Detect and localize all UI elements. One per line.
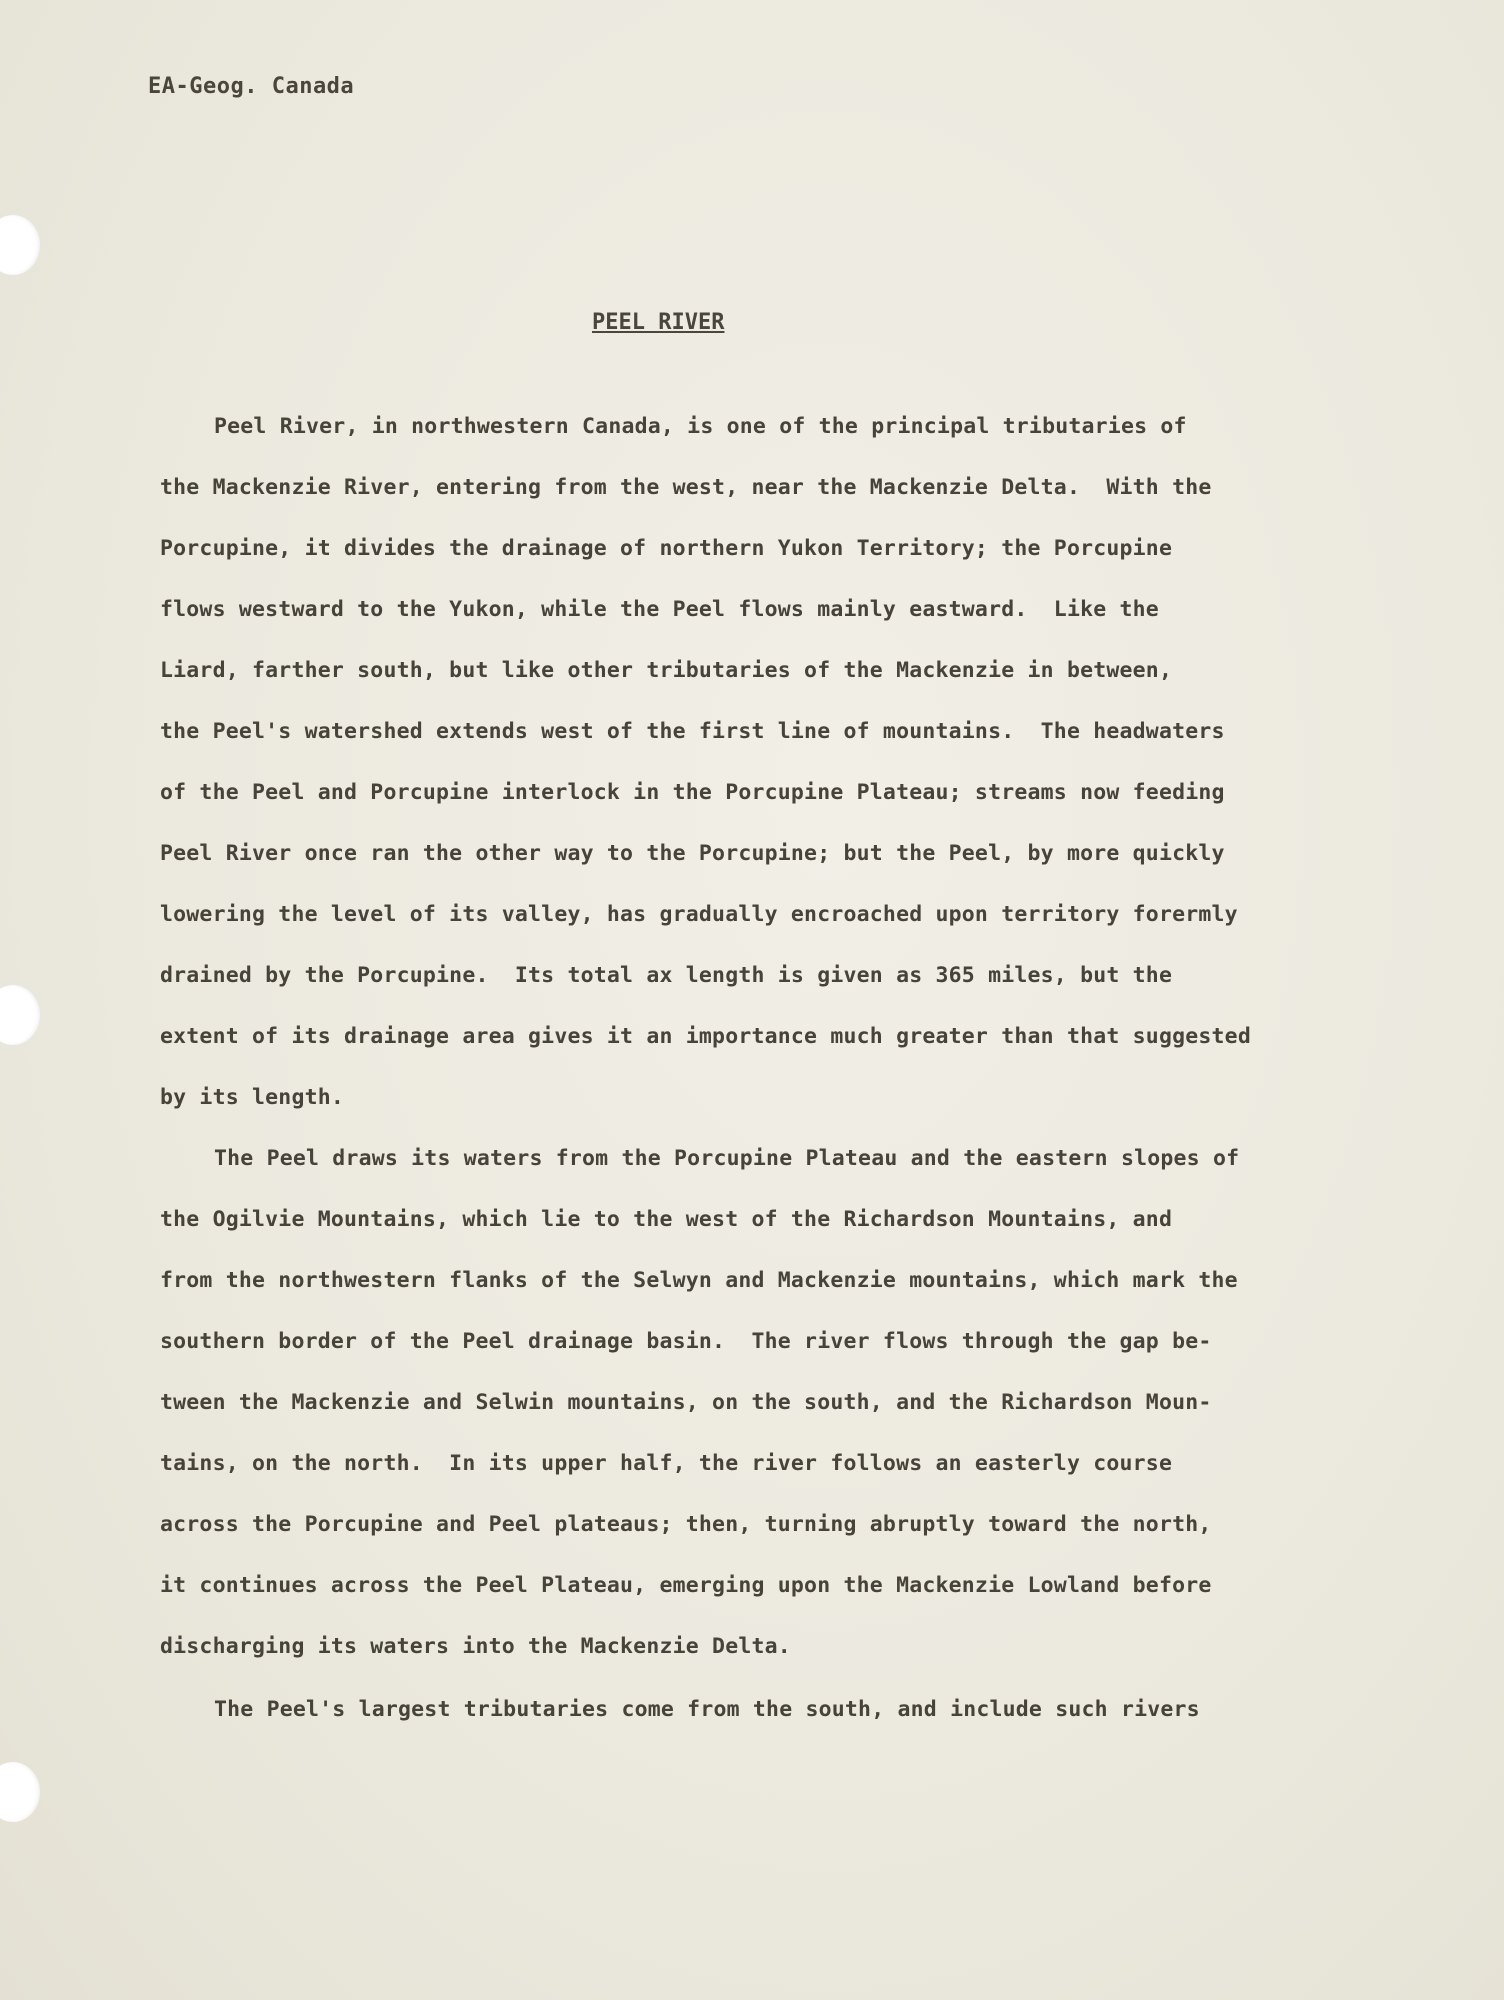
document-title: PEEL RIVER [592, 310, 725, 335]
text-line: of the Peel and Porcupine interlock in the Porcupine Plateau; streams now feeding [160, 780, 1225, 805]
text-line: the Peel's watershed extends west of the first line of mountains. The headwaters [160, 719, 1225, 744]
text-line: by its length. [160, 1085, 345, 1110]
text-line: lowering the level of its valley, has gradually encroached upon territory forermly [160, 902, 1238, 927]
text-line: drained by the Porcupine. Its total ax length is given as 365 miles, but the [160, 963, 1173, 988]
punch-hole [0, 985, 40, 1045]
header-reference: EA-Geog. Canada [148, 74, 355, 99]
text-line: The Peel's largest tributaries come from the south, and include such rivers [214, 1697, 1200, 1722]
text-line: southern border of the Peel drainage basin. The river flows through the gap be- [160, 1329, 1212, 1354]
text-line: the Mackenzie River, entering from the west, near the Mackenzie Delta. With the [160, 475, 1212, 500]
text-line: it continues across the Peel Plateau, emerging upon the Mackenzie Lowland before [160, 1573, 1212, 1598]
text-line: Porcupine, it divides the drainage of northern Yukon Territory; the Porcupine [160, 536, 1173, 561]
text-line: The Peel draws its waters from the Porcupine Plateau and the eastern slopes of [214, 1146, 1240, 1171]
text-line: Peel River once ran the other way to the Porcupine; but the Peel, by more quickly [160, 841, 1225, 866]
text-line: Liard, farther south, but like other tributaries of the Mackenzie in between, [160, 658, 1173, 683]
text-line: extent of its drainage area gives it an importance much greater than that suggested [160, 1024, 1251, 1049]
text-line: flows westward to the Yukon, while the Peel flows mainly eastward. Like the [160, 597, 1159, 622]
punch-hole [0, 1762, 40, 1822]
text-line: across the Porcupine and Peel plateaus; then, turning abruptly toward the north, [160, 1512, 1212, 1537]
text-line: discharging its waters into the Mackenzie Delta. [160, 1634, 791, 1659]
text-line: the Ogilvie Mountains, which lie to the west of the Richardson Mountains, and [160, 1207, 1173, 1232]
text-line: tains, on the north. In its upper half, the river follows an easterly course [160, 1451, 1173, 1476]
text-line: from the northwestern flanks of the Selwyn and Mackenzie mountains, which mark the [160, 1268, 1238, 1293]
punch-hole [0, 215, 40, 275]
text-line: tween the Mackenzie and Selwin mountains, on the south, and the Richardson Moun- [160, 1390, 1212, 1415]
text-line: Peel River, in northwestern Canada, is one of the principal tributaries of [214, 414, 1187, 439]
